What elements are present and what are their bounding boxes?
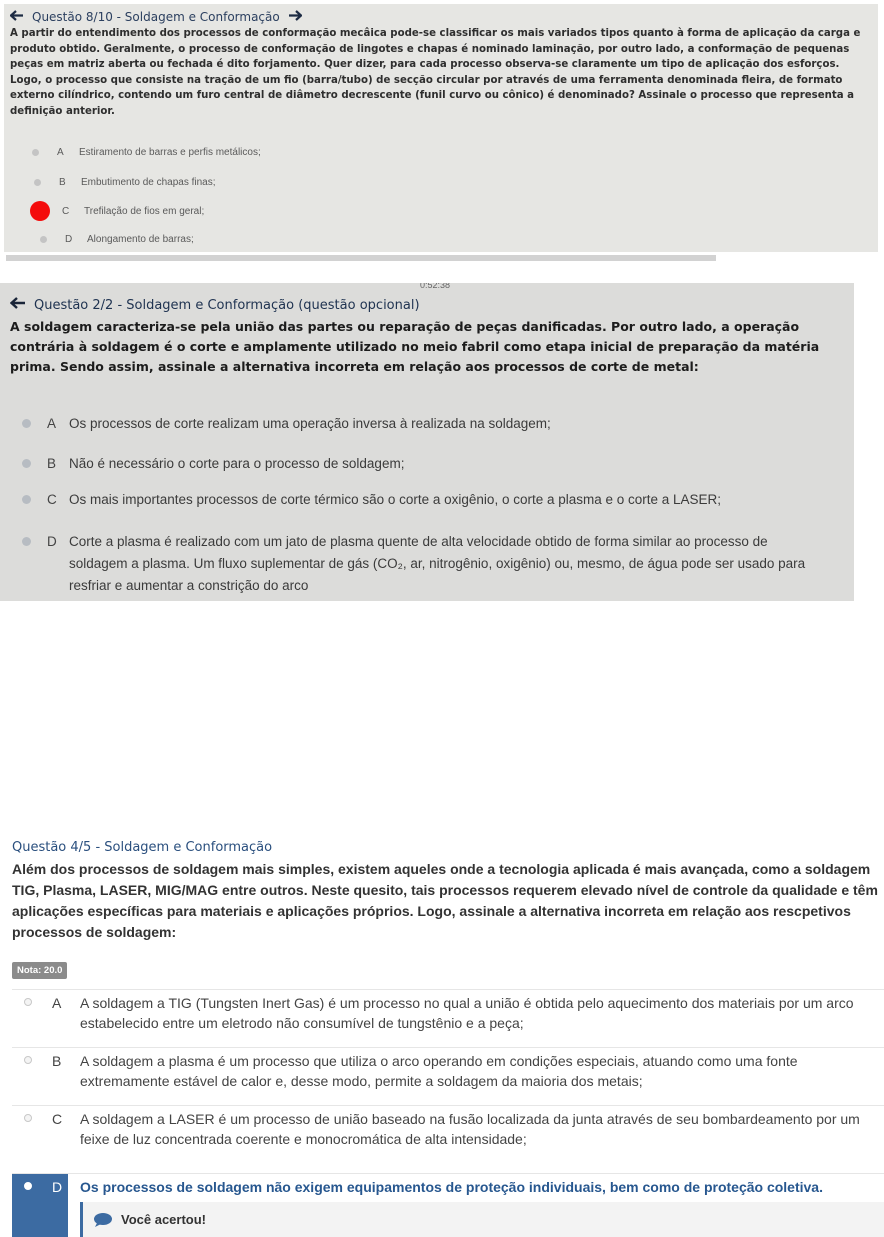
option-letter: A	[52, 995, 62, 1011]
option-c[interactable]	[30, 201, 204, 221]
radio-button[interactable]	[22, 537, 31, 546]
question-title: Questão 4/5 - Soldagem e Conformação	[12, 840, 273, 855]
forward-arrow-icon[interactable]	[288, 10, 302, 24]
radio-button[interactable]	[34, 179, 41, 186]
option-text: Os mais importantes processos de corte térmico são o corte a oxigênio, o corte a plasma e o corte a LASER;	[69, 492, 722, 507]
option-b[interactable]	[22, 453, 829, 475]
option-text: A soldagem a plasma é um processo que utiliza o arco operando em condições especiais, atuando como uma fonte extremamente estável de calor e, desse modo, permite a soldagem da maioria dos metais;	[80, 1053, 798, 1089]
radio-button[interactable]	[24, 1114, 32, 1122]
option-c[interactable]	[12, 1105, 884, 1173]
question-text: Além dos processos de soldagem mais simples, existem aqueles onde a tecnologia aplicada é mais avançada, como a soldagem TIG, Plasma, LASER, MIG/MAG entre outros. Neste quesito, tais processos requerem elevado nível de controle da qualidade e têm aplicações específicas para materiais e aplicações próprios. Logo, assinale a alternativa incorreta em relação aos rescpetivos processos de soldagem:	[12, 861, 878, 940]
radio-button[interactable]	[32, 149, 39, 156]
option-text: Os processos de soldagem não exigem equipamentos de proteção individuais, bem como de proteção coletiva.	[80, 1179, 823, 1195]
question-panel-8	[4, 4, 878, 252]
option-text: Estiramento de barras e perfis metálicos;	[79, 147, 261, 158]
option-a[interactable]	[22, 413, 829, 435]
option-letter: C	[52, 1111, 63, 1127]
option-text: A soldagem a TIG (Tungsten Inert Gas) é um processo no qual a união é obtida pelo aquecimento dos materiais por um arco estabelecido entre um eletrodo não consumível de tungstênio e a peça;	[80, 995, 854, 1031]
back-arrow-icon[interactable]	[10, 10, 24, 24]
radio-button[interactable]	[22, 459, 31, 468]
radio-button[interactable]	[40, 236, 47, 243]
question-panel-2	[0, 283, 854, 601]
question-text: A partir do entendimento dos processos de conformação mecâica pode-se classificar os mais variados tipos quanto à forma de aplicação da carga e produto obtido. Geralmente, o processo de conformação de lingotes e chapas é nominado laminação, por outro lado, a conformação de pequenas peças em matriz aberta ou fechada é dito forjamento. Quer dizer, para cada processo observa-se claramente um tipo de aplicação dos esforços. Logo, o processo que consiste na tração de um fio (barra/tubo) de secção circular por através de uma ferramenta denominada fleira, de formato externo cilíndrico, contendo um furo central de diâmetro decrescente (funil curvo ou cônico) é denominado? Assinale o processo que representa a definição anterior.	[10, 28, 861, 117]
feedback-text: Você acertou!	[121, 1212, 207, 1227]
option-letter: C	[47, 492, 57, 507]
radio-button[interactable]	[24, 998, 32, 1006]
option-letter: D	[65, 234, 73, 245]
option-text: Corte a plasma é realizado com um jato de plasma quente de alta velocidade obtido de forma similar ao processo de soldagem a plasma. Um fluxo suplementar de gás (CO₂, ar, nitrogênio, oxigênio) ou, mesmo, de água pode ser usado para resfriar e aumentar a constrição do arco	[69, 534, 806, 593]
question-panel-4	[0, 835, 884, 1237]
option-letter: B	[59, 177, 66, 188]
option-text: Não é necessário o corte para o processo de soldagem;	[69, 456, 405, 471]
question-title: Questão 8/10 - Soldagem e Conformação	[32, 10, 280, 24]
option-text: Alongamento de barras;	[87, 234, 194, 245]
option-a[interactable]	[32, 147, 261, 158]
timer-text: 0:52:38	[420, 283, 451, 290]
option-d[interactable]	[22, 531, 829, 597]
speech-bubble-icon	[93, 1212, 113, 1228]
back-arrow-icon[interactable]	[10, 297, 26, 313]
option-letter: D	[52, 1179, 63, 1195]
option-letter: D	[47, 534, 57, 549]
radio-button[interactable]	[22, 495, 31, 504]
option-text: A soldagem a LASER é um processo de união baseado na fusão localizada da junta através de seu bombardeamento por um feixe de luz concentrada coerente e monocromática de alta intensidade;	[80, 1111, 860, 1147]
feedback-box	[80, 1202, 884, 1237]
option-letter: B	[52, 1053, 62, 1069]
option-text: Embutimento de chapas finas;	[81, 177, 216, 188]
radio-button-selected[interactable]	[24, 1182, 32, 1190]
option-b[interactable]	[12, 1047, 884, 1105]
question-title: Questão 2/2 - Soldagem e Conformação (questão opcional)	[34, 297, 420, 313]
question-header	[10, 297, 420, 313]
option-letter: A	[47, 416, 57, 431]
question-text: A soldagem caracteriza-se pela união das partes ou reparação de peças danificadas. Por outro lado, a operação contrária à soldagem é o corte e amplamente utilizado no meio fabril como etapa inicial de preparação da matéria prima. Sendo assim, assinale a alternativa incorreta em relação aos processos de corte de metal:	[10, 319, 820, 374]
option-letter: B	[47, 456, 57, 471]
option-a[interactable]	[12, 989, 884, 1047]
option-b[interactable]	[34, 177, 216, 188]
option-text: Trefilação de fios em geral;	[84, 205, 205, 217]
option-c[interactable]	[22, 489, 829, 511]
radio-button-selected[interactable]	[30, 201, 50, 221]
option-d[interactable]	[40, 234, 194, 245]
option-text: Os processos de corte realizam uma operação inversa à realizada na soldagem;	[69, 416, 551, 431]
option-letter: A	[57, 147, 64, 158]
horizontal-scrollbar[interactable]	[6, 255, 716, 261]
question-header	[10, 10, 302, 24]
score-badge: Nota: 20.0	[12, 962, 67, 979]
radio-button[interactable]	[22, 419, 31, 428]
radio-button[interactable]	[24, 1056, 32, 1064]
option-letter: C	[62, 205, 70, 217]
